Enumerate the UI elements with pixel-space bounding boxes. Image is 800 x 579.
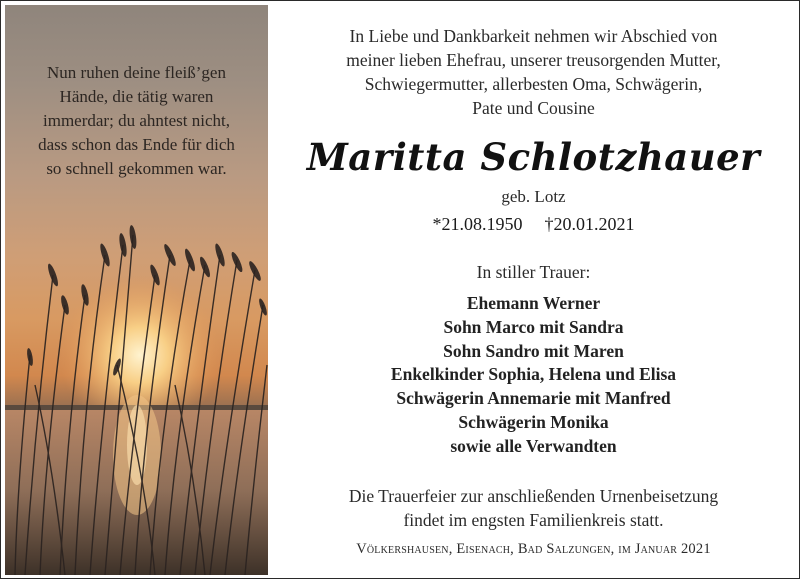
mourner-item: Sohn Marco mit Sandra — [443, 316, 624, 337]
mourner-item: Ehemann Werner — [466, 293, 601, 313]
poem-line: so schnell gekommen war. — [46, 159, 227, 178]
ceremony-note — [268, 484, 799, 532]
memorial-poem — [5, 61, 268, 181]
place-and-date: Völkershausen, Eisenach, Bad Salzungen, im Januar 2021 — [356, 541, 711, 557]
maiden-name: geb. Lotz — [501, 187, 566, 206]
mourning-label: In stiller Trauer: — [476, 262, 591, 282]
obituary-text — [268, 1, 799, 578]
mourner-item: Schwägerin Monika — [458, 411, 609, 432]
intro-line: meiner lieben Ehefrau, unserer treusorgenden Mutter, — [346, 50, 721, 70]
poem-line: immerdar; du ahntest nicht, — [43, 111, 230, 130]
intro-paragraph — [268, 24, 799, 120]
mourner-item: sowie alle Verwandten — [450, 435, 617, 456]
mourner-item: Schwägerin Annemarie mit Manfred — [396, 388, 671, 409]
poem-line: Hände, die tätig waren — [59, 87, 214, 106]
ceremony-line: Die Trauerfeier zur anschließenden Urnenbeisetzung — [348, 486, 719, 506]
birth-date: *21.08.1950 — [432, 214, 523, 234]
mourner-item: Enkelkinder Sophia, Helena und Elisa — [390, 364, 677, 385]
mourner-item: Sohn Sandro mit Maren — [443, 340, 624, 361]
poem-line: dass schon das Ende für dich — [38, 135, 235, 154]
deceased-name: Maritta Schlotzhauer — [306, 135, 761, 179]
intro-line: In Liebe und Dankbarkeit nehmen wir Abschied von — [349, 26, 718, 46]
intro-line: Pate und Cousine — [472, 98, 595, 118]
mourners-list — [268, 292, 799, 459]
ceremony-line: findet im engsten Familienkreis statt. — [403, 510, 664, 530]
sunset-reed-photo — [5, 5, 268, 575]
intro-line: Schwiegermutter, allerbesten Oma, Schwägerin, — [364, 74, 703, 94]
death-date: †20.01.2021 — [544, 214, 635, 234]
life-dates — [268, 214, 799, 235]
poem-line: Nun ruhen deine fleiß’gen — [47, 63, 226, 82]
